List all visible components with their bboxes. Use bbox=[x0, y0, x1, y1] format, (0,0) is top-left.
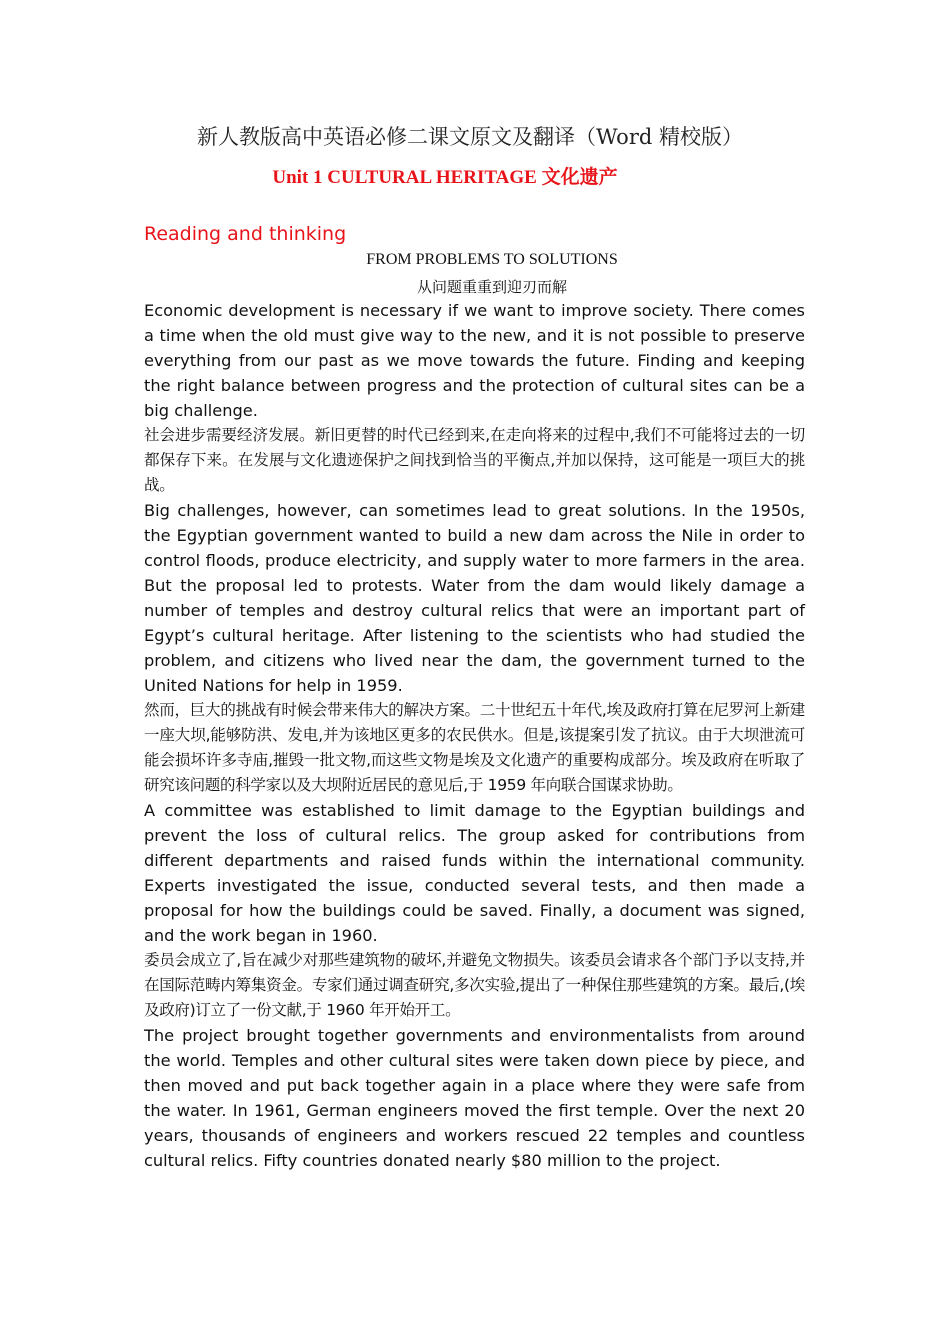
paragraph-english: Big challenges, however, can sometimes lead to great solutions. In the 1950s, the Egyptian government wanted to build a new dam across the Nile in order to control floods, produce electricity, and supply water to more farmers in the area. But the proposal led to protests. Water from the dam would likely damage a number of temples and destroy cultural relics that were an important part of Egypt’s cultural heritage. After listening to the scientists who had studied the problem, and citizens who lived near the dam, the government turned to the United Nations for help in 1959. bbox=[144, 501, 805, 695]
paragraph-chinese: 然而，巨大的挑战有时候会带来伟大的解决方案。二十世纪五十年代,埃及政府打算在尼罗河上新建一座大坝,能够防洪、发电,并为该地区更多的农民供水。但是,该提案引发了抗议。由于大坝泄流可能会损坏许多寺庙,摧毁一批文物,而这些文物是埃及文化遗产的重要构成部分。埃及政府在听取了研究该问题的科学家以及大坝附近居民的意见后,于 1959 年向联合国谋求协助。 bbox=[144, 701, 805, 794]
paragraph-chinese: 社会进步需要经济发展。新旧更替的时代已经到来,在走向将来的过程中,我们不可能将过去的一切都保存下来。在发展与文化遗迹保护之间找到恰当的平衡点,并加以保持，这可能是一项巨大的挑战。 bbox=[144, 426, 805, 494]
paragraph-chinese: 委员会成立了,旨在减少对那些建筑物的破坏,并避免文物损失。该委员会请求各个部门予以支持,并在国际范畴内筹集资金。专家们通过调查研究,多次实验,提出了一种保住那些建筑的方案。最后,(埃及政府)订立了一份文献,于 1960 年开始开工。 bbox=[144, 951, 805, 1019]
paragraph-english: Economic development is necessary if we want to improve society. There comes a time when the old must give way to the new, and it is not possible to preserve everything from our past as we move towards the future. Finding and keeping the right balance between progress and the protection of cultural sites can be a big challenge. bbox=[144, 301, 805, 420]
article-body bbox=[144, 298, 805, 1173]
unit-title: Unit 1 CULTURAL HERITAGE 文化遗产 bbox=[272, 167, 618, 188]
article-subtitle: 从问题重重到迎刃而解 bbox=[416, 278, 567, 296]
document-title: 新人教版高中英语必修二课文原文及翻译（Word 精校版） bbox=[197, 125, 743, 149]
section-heading: Reading and thinking bbox=[144, 223, 347, 245]
article-title: FROM PROBLEMS TO SOLUTIONS bbox=[366, 251, 618, 268]
paragraph-english: A committee was established to limit damage to the Egyptian buildings and prevent the loss of cultural relics. The group asked for contributions from different departments and raised funds within the international community. Experts investigated the issue, conducted several tests, and then made a proposal for how the buildings could be saved. Finally, a document was signed, and the work began in 1960. bbox=[144, 801, 805, 945]
paragraph-english: The project brought together governments and environmentalists from around the world. Temples and other cultural sites were taken down piece by piece, and then moved and put back together again in a place where they were safe from the water. In 1961, German engineers moved the first temple. Over the next 20 years, thousands of engineers and workers rescued 22 temples and countless cultural relics. Fifty countries donated nearly $80 million to the project. bbox=[144, 1026, 805, 1170]
